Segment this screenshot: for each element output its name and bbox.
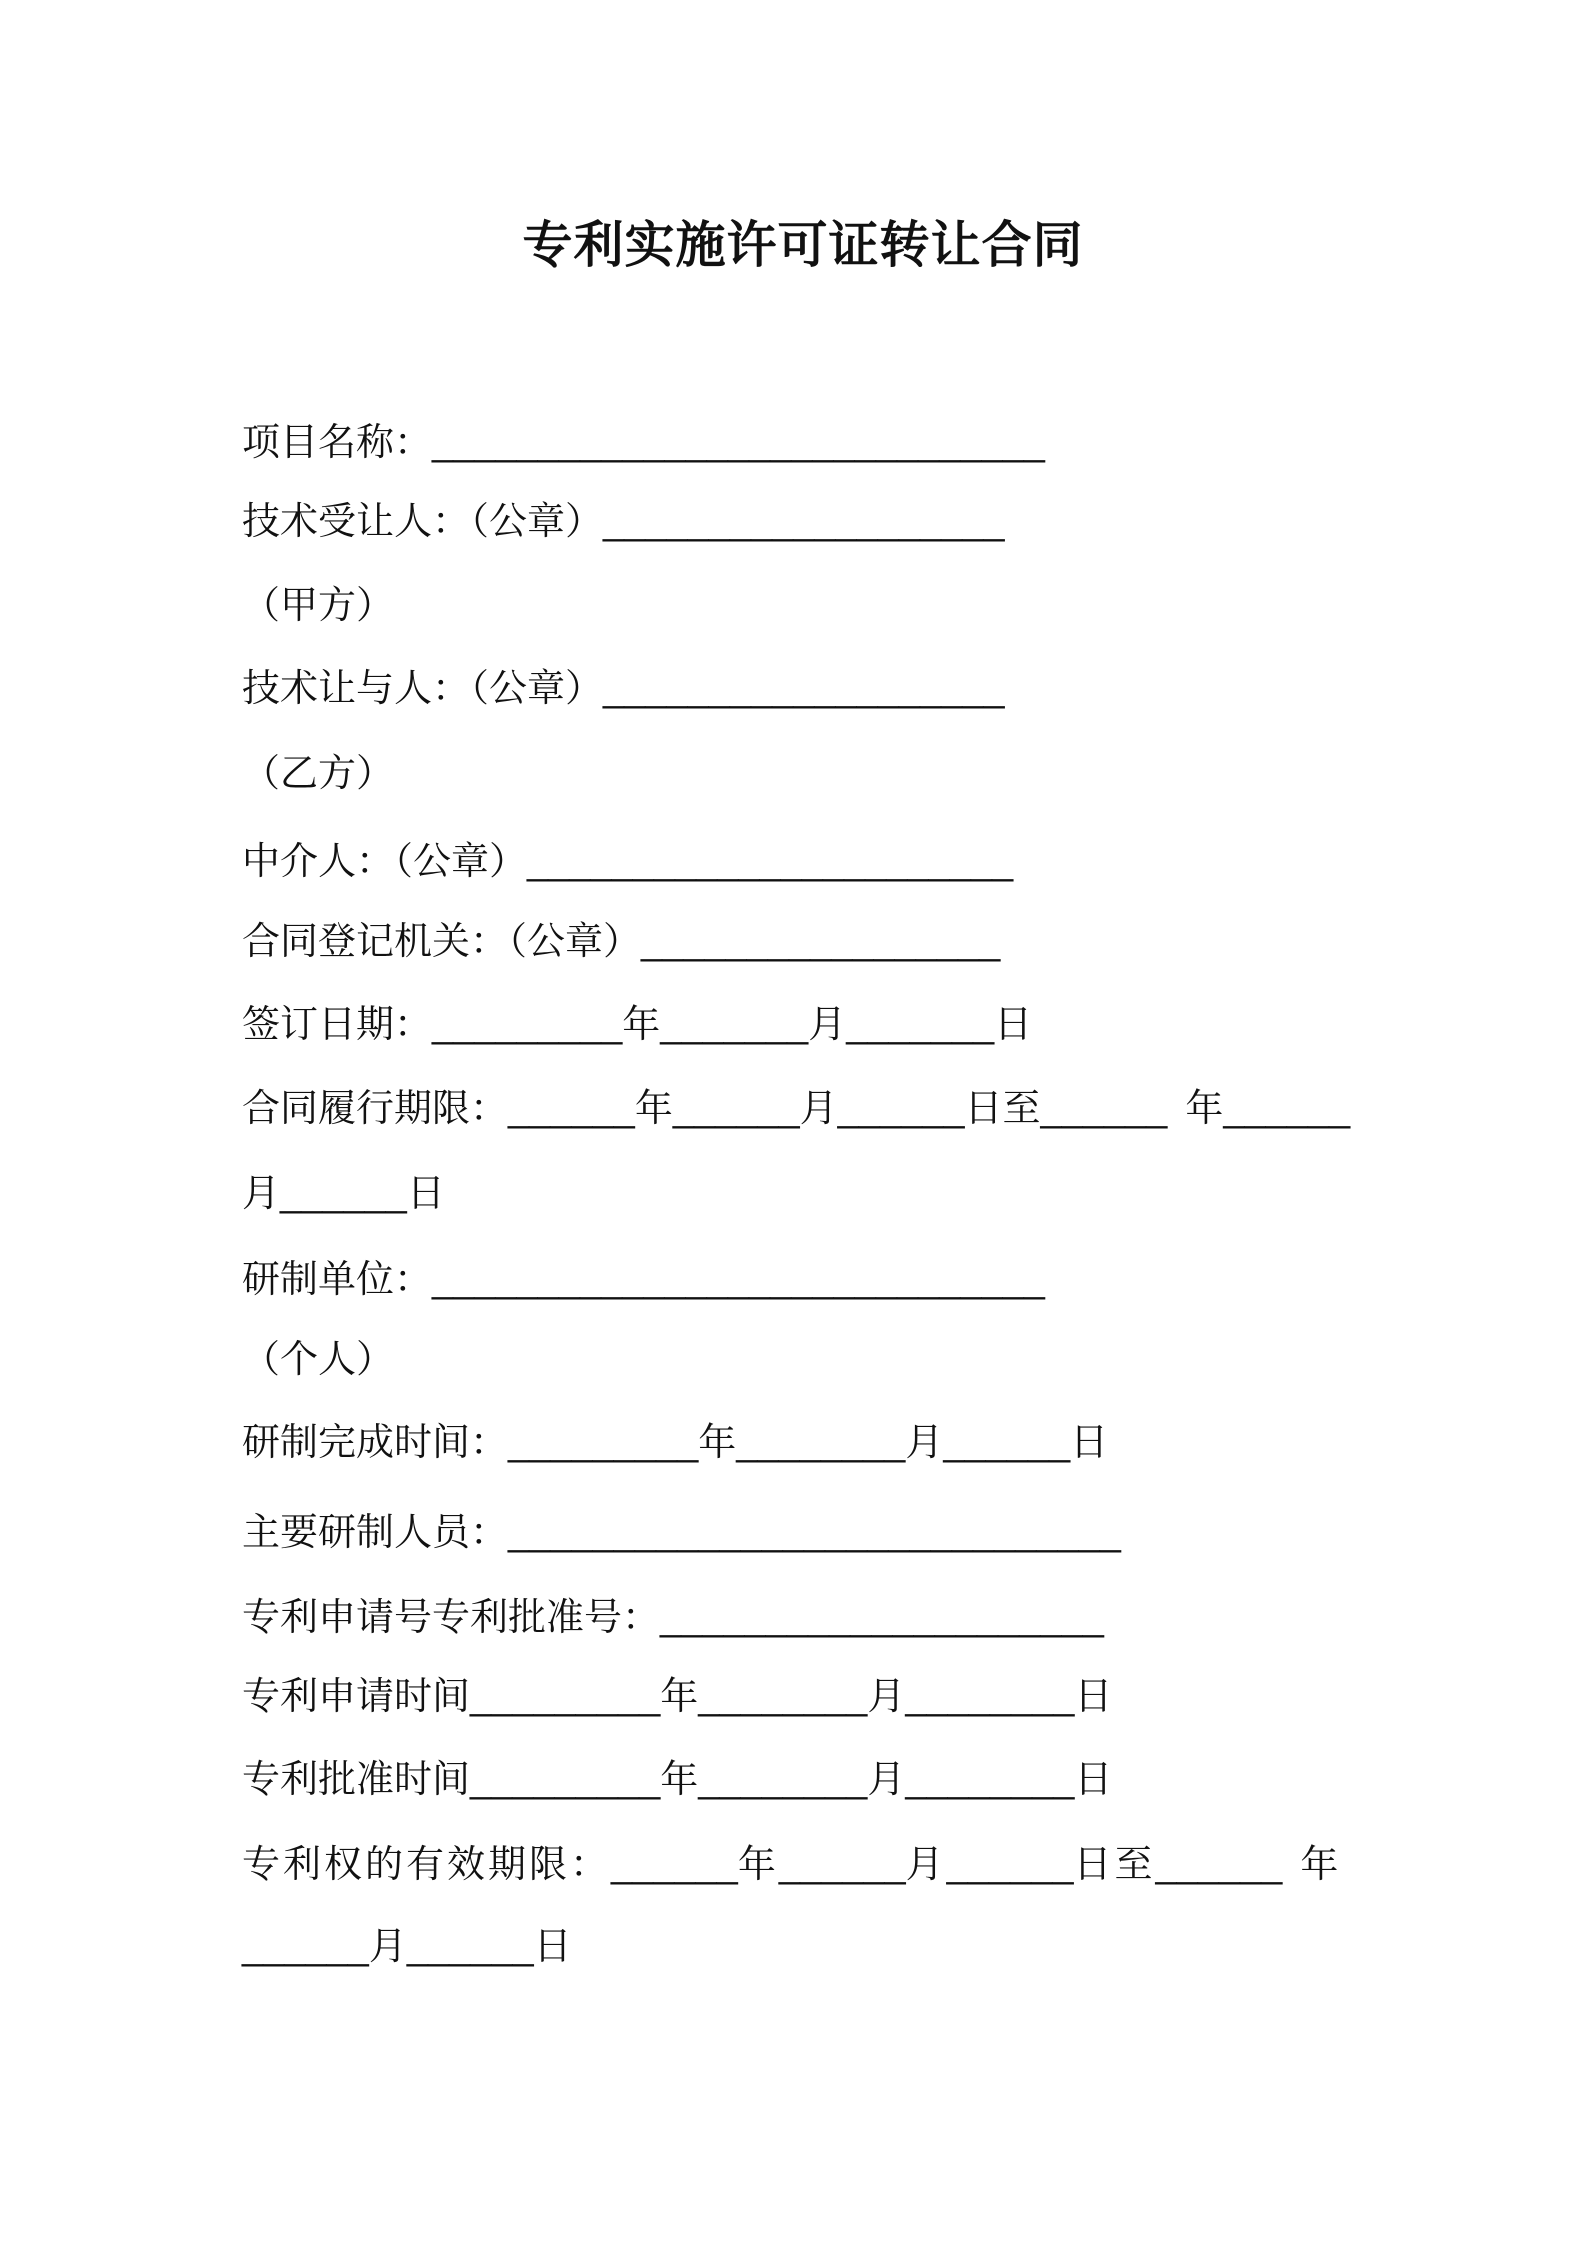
validity-start-month-unit: 月 — [905, 1844, 947, 1886]
approval-month-blank: ________ — [698, 1759, 868, 1801]
validity-end-day-unit: 日 — [533, 1926, 572, 1968]
main-researchers-blank: _____________________________ — [508, 1512, 1121, 1554]
validity-start-year-blank: ______ — [611, 1844, 738, 1886]
approval-day-blank: ________ — [905, 1759, 1075, 1801]
performance-end-year-blank: ______ — [1040, 1088, 1168, 1130]
approval-month-unit: 月 — [867, 1759, 906, 1801]
signing-month-blank: _______ — [660, 1004, 809, 1046]
approval-year-unit: 年 — [660, 1759, 699, 1801]
application-time-label: 专利申请时间 — [242, 1676, 471, 1718]
validity-end-year-blank: ______ — [1155, 1844, 1283, 1886]
patent-numbers-label: 专利申请号专利批准号： — [242, 1597, 661, 1639]
document-title: 专利实施许可证转让合同 — [522, 217, 1084, 273]
research-unit-line — [242, 1255, 1045, 1305]
completion-year-unit: 年 — [698, 1422, 737, 1464]
research-unit-label: 研制单位： — [242, 1259, 433, 1301]
project-name-line — [242, 418, 1045, 468]
performance-period-label: 合同履行期限： — [242, 1088, 509, 1130]
completion-month-unit: 月 — [905, 1422, 944, 1464]
performance-end-month-blank: ______ — [1223, 1088, 1351, 1130]
performance-start-month-blank: ______ — [672, 1088, 800, 1130]
validity-start-year-unit: 年 — [737, 1844, 779, 1886]
validity-start-day-to: 日至 — [1073, 1844, 1156, 1886]
application-day-blank: ________ — [905, 1676, 1075, 1718]
research-unit-party-line — [242, 1335, 394, 1385]
performance-end-year-unit: 年 — [1185, 1088, 1224, 1130]
performance-start-day-blank: ______ — [837, 1088, 965, 1130]
registration-authority-line — [242, 917, 1000, 967]
transferor-line — [242, 664, 1005, 714]
research-unit-party: （个人） — [242, 1339, 395, 1381]
performance-start-year-unit: 年 — [634, 1088, 673, 1130]
application-year-blank: _________ — [470, 1676, 661, 1718]
validity-end-month-unit: 月 — [368, 1926, 407, 1968]
approval-year-blank: _________ — [470, 1759, 661, 1801]
main-researchers-line — [242, 1508, 1121, 1558]
signing-day-blank: _______ — [846, 1004, 995, 1046]
validity-end-day-blank: ______ — [406, 1926, 534, 1968]
transferor-party-line — [242, 749, 394, 799]
registration-authority-label: 合同登记机关：（公章） — [242, 921, 642, 963]
intermediary-line — [242, 837, 1013, 887]
intermediary-blank: _______________________ — [527, 841, 1014, 883]
research-unit-blank: _____________________________ — [432, 1259, 1045, 1301]
validity-period-line-2 — [242, 1922, 572, 1972]
performance-start-month-unit: 月 — [799, 1088, 838, 1130]
application-time-line — [242, 1672, 1112, 1722]
application-day-unit: 日 — [1074, 1676, 1113, 1718]
performance-start-year-blank: ______ — [508, 1088, 635, 1130]
main-researchers-label: 主要研制人员： — [242, 1512, 509, 1554]
transferee-label: 技术受让人：（公章） — [242, 501, 604, 543]
project-name-blank: _____________________________ — [432, 422, 1045, 464]
signing-month-unit: 月 — [808, 1004, 847, 1046]
transferor-label: 技术让与人：（公章） — [242, 668, 604, 710]
signing-year-blank: _________ — [432, 1004, 623, 1046]
transferor-blank: ___________________ — [603, 668, 1005, 710]
signing-date-line — [242, 1000, 1032, 1050]
transferee-blank: ___________________ — [603, 501, 1005, 543]
patent-numbers-blank: _____________________ — [660, 1597, 1104, 1639]
application-year-unit: 年 — [660, 1676, 699, 1718]
completion-time-line — [242, 1418, 1108, 1468]
completion-month-blank: ________ — [736, 1422, 906, 1464]
validity-start-month-blank: ______ — [778, 1844, 906, 1886]
approval-day-unit: 日 — [1074, 1759, 1113, 1801]
transferee-party: （甲方） — [242, 585, 395, 627]
application-month-unit: 月 — [867, 1676, 906, 1718]
validity-end-month-blank: ______ — [242, 1926, 369, 1968]
validity-end-year-unit: 年 — [1300, 1844, 1339, 1886]
completion-day-blank: ______ — [943, 1422, 1071, 1464]
completion-time-label: 研制完成时间： — [242, 1422, 509, 1464]
completion-year-blank: _________ — [508, 1422, 699, 1464]
signing-year-unit: 年 — [622, 1004, 661, 1046]
transferee-party-line — [242, 581, 394, 631]
performance-end-month-unit: 月 — [242, 1173, 281, 1215]
completion-day-unit: 日 — [1070, 1422, 1109, 1464]
performance-start-day-to: 日至 — [964, 1088, 1041, 1130]
performance-end-day-unit: 日 — [406, 1173, 445, 1215]
performance-period-line-2 — [242, 1169, 445, 1219]
intermediary-label: 中介人：（公章） — [242, 841, 528, 883]
signing-date-label: 签订日期： — [242, 1004, 433, 1046]
performance-period-line — [242, 1084, 1350, 1134]
validity-start-day-blank: ______ — [946, 1844, 1074, 1886]
signing-day-unit: 日 — [994, 1004, 1033, 1046]
registration-authority-blank: _________________ — [641, 921, 1001, 963]
performance-end-day-blank: ______ — [280, 1173, 407, 1215]
transferee-line — [242, 497, 1005, 547]
project-name-label: 项目名称： — [242, 422, 433, 464]
transferor-party: （乙方） — [242, 753, 395, 795]
validity-period-line — [242, 1840, 1338, 1890]
patent-numbers-line — [242, 1593, 1104, 1643]
approval-time-label: 专利批准时间 — [242, 1759, 471, 1801]
application-month-blank: ________ — [698, 1676, 868, 1718]
validity-period-label: 专利权的有效期限： — [242, 1844, 612, 1886]
approval-time-line — [242, 1755, 1112, 1805]
